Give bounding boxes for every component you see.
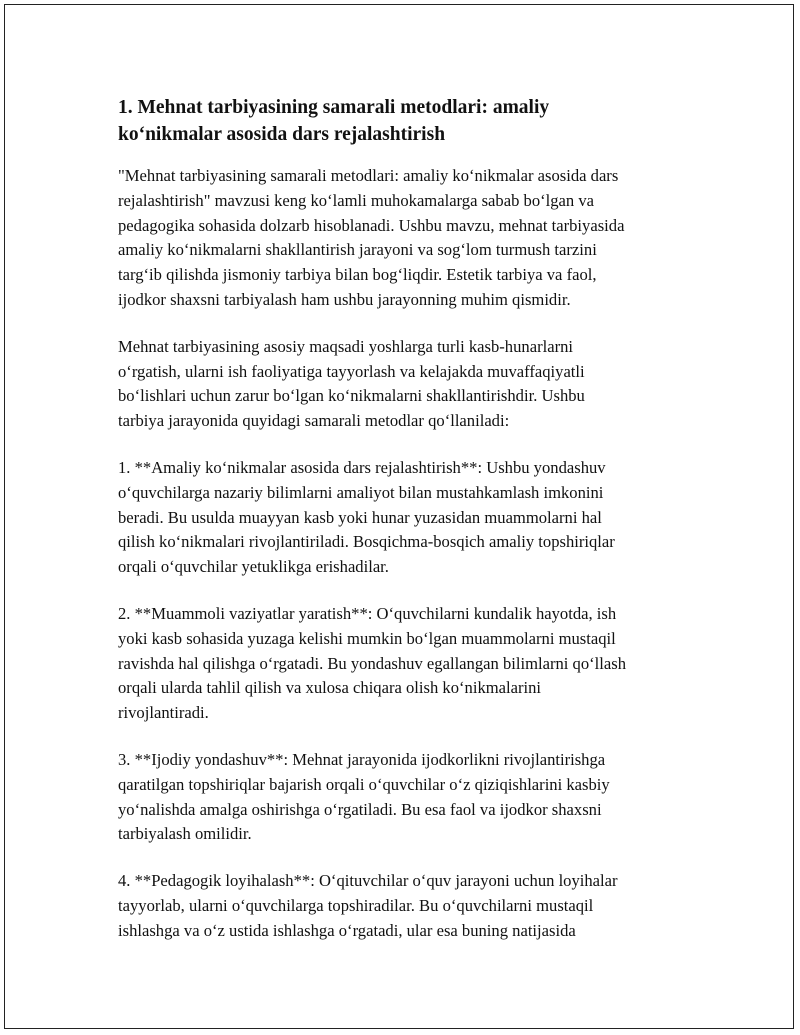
paragraph-line: targ‘ib qilishda jismoniy tarbiya bilan bog‘liqdir. Estetik tarbiya va faol,	[118, 265, 597, 285]
paragraph-line: 3. **Ijodiy yondashuv**: Mehnat jarayonida ijodkorlikni rivojlantirishga	[118, 749, 606, 769]
document-body	[118, 94, 688, 966]
paragraph	[118, 164, 688, 313]
paragraph-line: qaratilgan topshiriqlar bajarish orqali o‘quvchilar o‘z qiziqishlarini kasbiy	[118, 774, 610, 794]
paragraph-line: tarbiya jarayonida quyidagi samarali metodlar qo‘llaniladi:	[118, 411, 510, 431]
paragraph-line: pedagogika sohasida dolzarb hisoblanadi. Ushbu mavzu, mehnat tarbiyasida	[118, 215, 625, 235]
paragraph-line: qilish ko‘nikmalari rivojlantiriladi. Bosqichma-bosqich amaliy topshiriqlar	[118, 532, 615, 552]
paragraph	[118, 869, 688, 943]
paragraph-line: amaliy ko‘nikmalarni shakllantirish jarayoni va sog‘lom turmush tarzini	[118, 240, 597, 260]
paragraph-line: Mehnat tarbiyasining asosiy maqsadi yoshlarga turli kasb-hunarlarni	[118, 336, 573, 356]
paragraph-line: yo‘nalishda amalga oshirishga o‘rgatiladi. Bu esa faol va ijodkor shaxsni	[118, 799, 602, 819]
paragraph-line: yoki kasb sohasida yuzaga kelishi mumkin bo‘lgan muammolarni mustaqil	[118, 628, 616, 648]
paragraph-line: rejalashtirish" mavzusi keng ko‘lamli muhokamalarga sabab bo‘lgan va	[118, 190, 595, 210]
paragraph-line: o‘quvchilarga nazariy bilimlarni amaliyot bilan mustahkamlash imkonini	[118, 482, 604, 502]
paragraphs-container	[118, 164, 688, 944]
paragraph	[118, 456, 688, 580]
paragraph-line: bo‘lishlari uchun zarur bo‘lgan ko‘nikmalarni shakllantirishdir. Ushbu	[118, 386, 585, 406]
title-line: 1. Mehnat tarbiyasining samarali metodlari: amaliy	[118, 97, 550, 118]
paragraph-line: 1. **Amaliy ko‘nikmalar asosida dars rejalashtirish**: Ushbu yondashuv	[118, 457, 606, 477]
paragraph-line: orqali o‘quvchilar yetuklikga erishadilar.	[118, 557, 389, 577]
paragraph-line: beradi. Bu usulda muayyan kasb yoki hunar yuzasidan muammolarni hal	[118, 507, 602, 527]
paragraph-line: ijodkor shaxsni tarbiyalash ham ushbu jarayonning muhim qismidir.	[118, 289, 571, 309]
title-line: ko‘nikmalar asosida dars rejalashtirish	[118, 124, 446, 145]
paragraph-line: rivojlantiradi.	[118, 703, 209, 723]
paragraph-line: tarbiyalash omilidir.	[118, 824, 252, 844]
paragraph-line: "Mehnat tarbiyasining samarali metodlari: amaliy ko‘nikmalar asosida dars	[118, 166, 619, 185]
paragraph-line: o‘rgatish, ularni ish faoliyatiga tayyorlash va kelajakda muvaffaqiyatli	[118, 361, 585, 381]
paragraph-line: 2. **Muammoli vaziyatlar yaratish**: O‘quvchilarni kundalik hayotda, ish	[118, 603, 617, 623]
paragraph-line: ravishda hal qilishga o‘rgatadi. Bu yondashuv egallangan bilimlarni qo‘llash	[118, 653, 626, 673]
paragraph-line: 4. **Pedagogik loyihalash**: O‘qituvchilar o‘quv jarayoni uchun loyihalar	[118, 871, 618, 891]
paragraph-line: tayyorlab, ularni o‘quvchilarga topshiradilar. Bu o‘quvchilarni mustaqil	[118, 895, 594, 915]
paragraph	[118, 748, 688, 847]
section-title	[118, 94, 688, 148]
paragraph-line: ishlashga va o‘z ustida ishlashga o‘rgatadi, ular esa buning natijasida	[118, 920, 576, 940]
paragraph	[118, 602, 688, 726]
paragraph	[118, 335, 688, 434]
paragraph-line: orqali ularda tahlil qilish va xulosa chiqara olish ko‘nikmalarini	[118, 678, 542, 698]
